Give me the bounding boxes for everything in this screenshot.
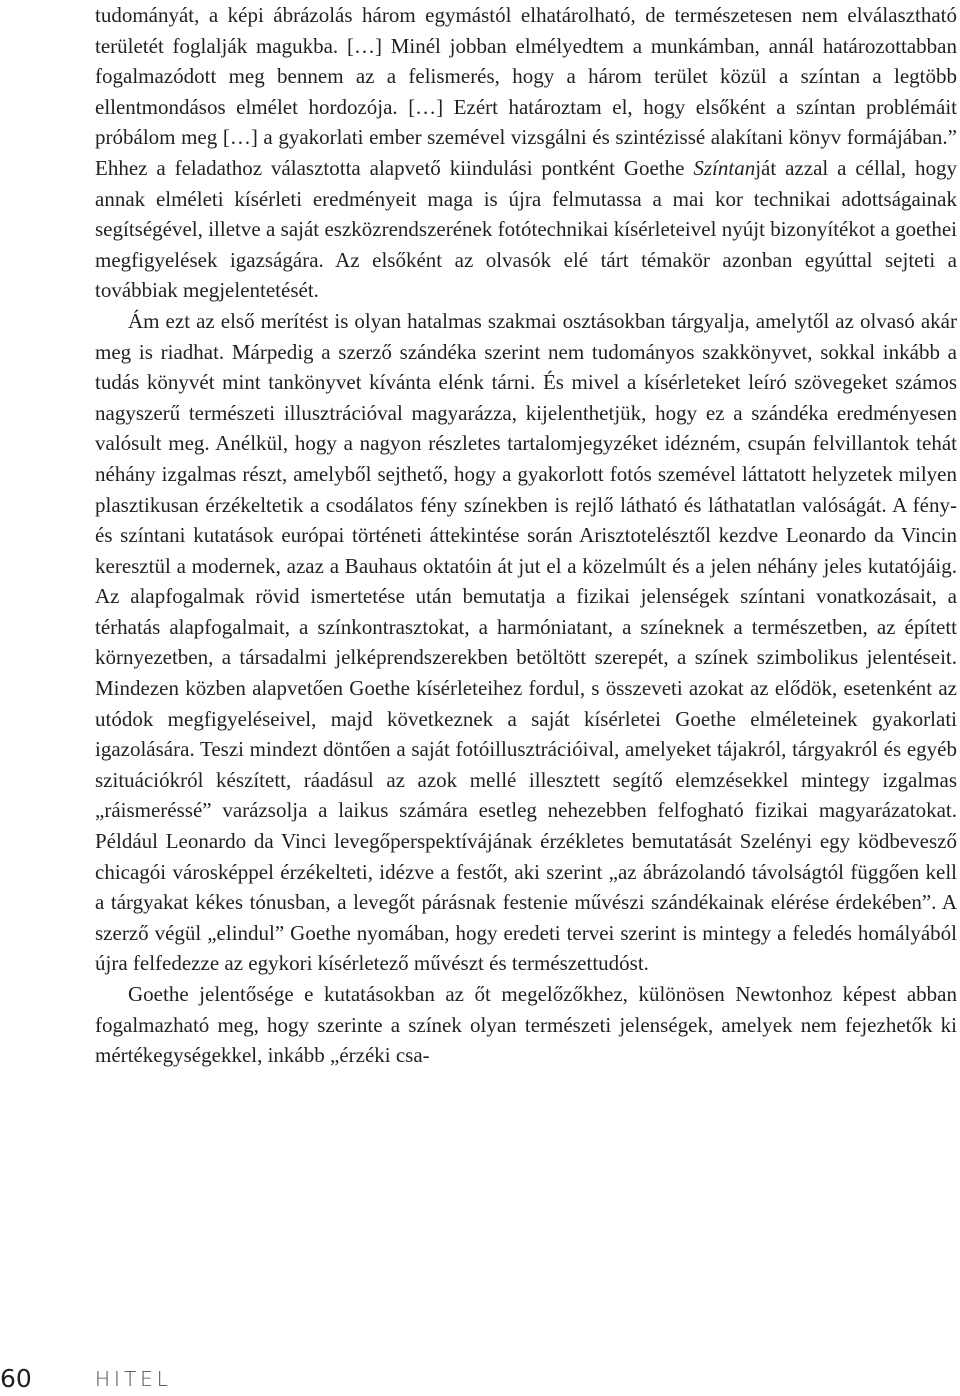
article-body [95, 0, 957, 1071]
page-footer [0, 1362, 300, 1396]
book-title-italic: Színtan [693, 155, 756, 180]
paragraph-2: Ám ezt az első merítést is olyan hatalmas szakmai osztásokban tárgyalja, amelytől az olvasó akár meg is riadhat. Márpedig a szerző szándéka szerint nem tudományos szakkönyvet, sokkal inkább a tudás könyvét mint tankönyvet kívánta elénk tárni. És mivel a kísérleteket leíró szövegeket számos nagyszerű természeti illusztrációval magyarázza, kijelenthetjük, hogy ez a szándéka eredményesen valósult meg. Anélkül, hogy a nagyon részletes tartalomjegyzéket idézném, csupán felvillantok tehát néhány izgalmas részt, amelyből sejthető, hogy a gyakorlott fotós szemével láttatott helyzetek milyen plasztikusan érzékeltetik a csodálatos fény színekben is rejlő látható és láthatatlan valóságát. A fény- és színtani kutatások európai történeti áttekintése során Arisztotelésztől kezdve Leonardo da Vincin keresztül a modernek, azaz a Bauhaus oktatóin át jut el a közelmúlt és a jelen néhány jeles kutatójáig. Az alapfogalmak rövid ismertetése után bemutatja a fizikai jelenségek színtani vonatkozásait, a térhatás alapfogalmait, a színkontrasztokat, a harmóniatant, a színeknek a természetben, az épített környezetben, a társadalmi jelképrendszerekben betöltött szerepét, a színek szimbolikus jelentéseit. Mindezen közben alapvetően Goethe kísérleteihez fordul, s összeveti azokat az elődök, esetenként az utódok megfigyeléseivel, majd következnek a saját kísérletei Goethe elméleteinek gyakorlati igazolására. Teszi mindezt döntően a saját fotóillusztrációival, amelyeket tájakról, tárgyakról és egyéb szituációkról készített, ráadásul az azok mellé illesztett segítő elemzésekkel mintegy izgalmas „ráismeréssé” varázsolja a laikus számára esetleg nehezebben felfogható fizikai magyarázatokat. Például Leonardo da Vinci levegőperspektívájának érzékletes bemutatását Szelényi egy ködbevesző chicagói városképpel érzékelteti, idézve a festőt, aki szerint „az ábrázolandó távolságtól függően kell a tárgyakat kékes tónusban, a levegőt párásnak festenie művészi szándékainak elérése érdekében”. A szerző végül „elindul” Goethe nyomában, hogy eredeti tervei szerint is mintegy a feledés homályából újra felfedezze az egykori kísérletező művészt és természettudóst. [95, 308, 957, 976]
journal-name: HITEL [95, 1367, 172, 1391]
paragraph-1 [95, 0, 957, 306]
paragraph-1-text-start: tudományát, a képi ábrázolás három egymástól elhatárolható, de természetesen nem elválasztható területét foglalják magukba. […] Minél jobban elmélyedtem a munkámban, annál határozottabban fogalmazódott meg bennem az a felismerés, hogy a három terület közül a színtan a legtöbb ellentmondásos elmélet hordozója. […] Ezért határoztam el, hogy elsőként a színtan problémáit próbálom meg […] a gyakorlati ember szemével vizsgálni és szintézissé alakítani könyv formájában.” Ehhez a feladathoz választotta alapvető kiindulási pontként Goethe [95, 3, 957, 180]
page-number: 60 [0, 1364, 32, 1393]
paragraph-1-text-end: ját azzal a céllal, hogy annak elméleti kísérleti eredményeit maga is újra felmutassa a mai kor technikai adottságainak segítségével, illetve a saját eszközrendszerének fotótechnikai kísérleteivel nyújt bizonyítékot a goethei megfigyelések igazságára. Az elsőként az olvasók elé tárt témakör azonban egyúttal sejteti a továbbiak megjelentetését. [95, 155, 957, 303]
paragraph-3: Goethe jelentősége e kutatásokban az őt megelőzőkhez, különösen Newtonhoz képest abban fogalmazható meg, hogy szerinte a színek olyan természeti jelenségek, amelyek nem fejezhetők ki mértékegységekkel, inkább „érzéki csa- [95, 982, 957, 1068]
